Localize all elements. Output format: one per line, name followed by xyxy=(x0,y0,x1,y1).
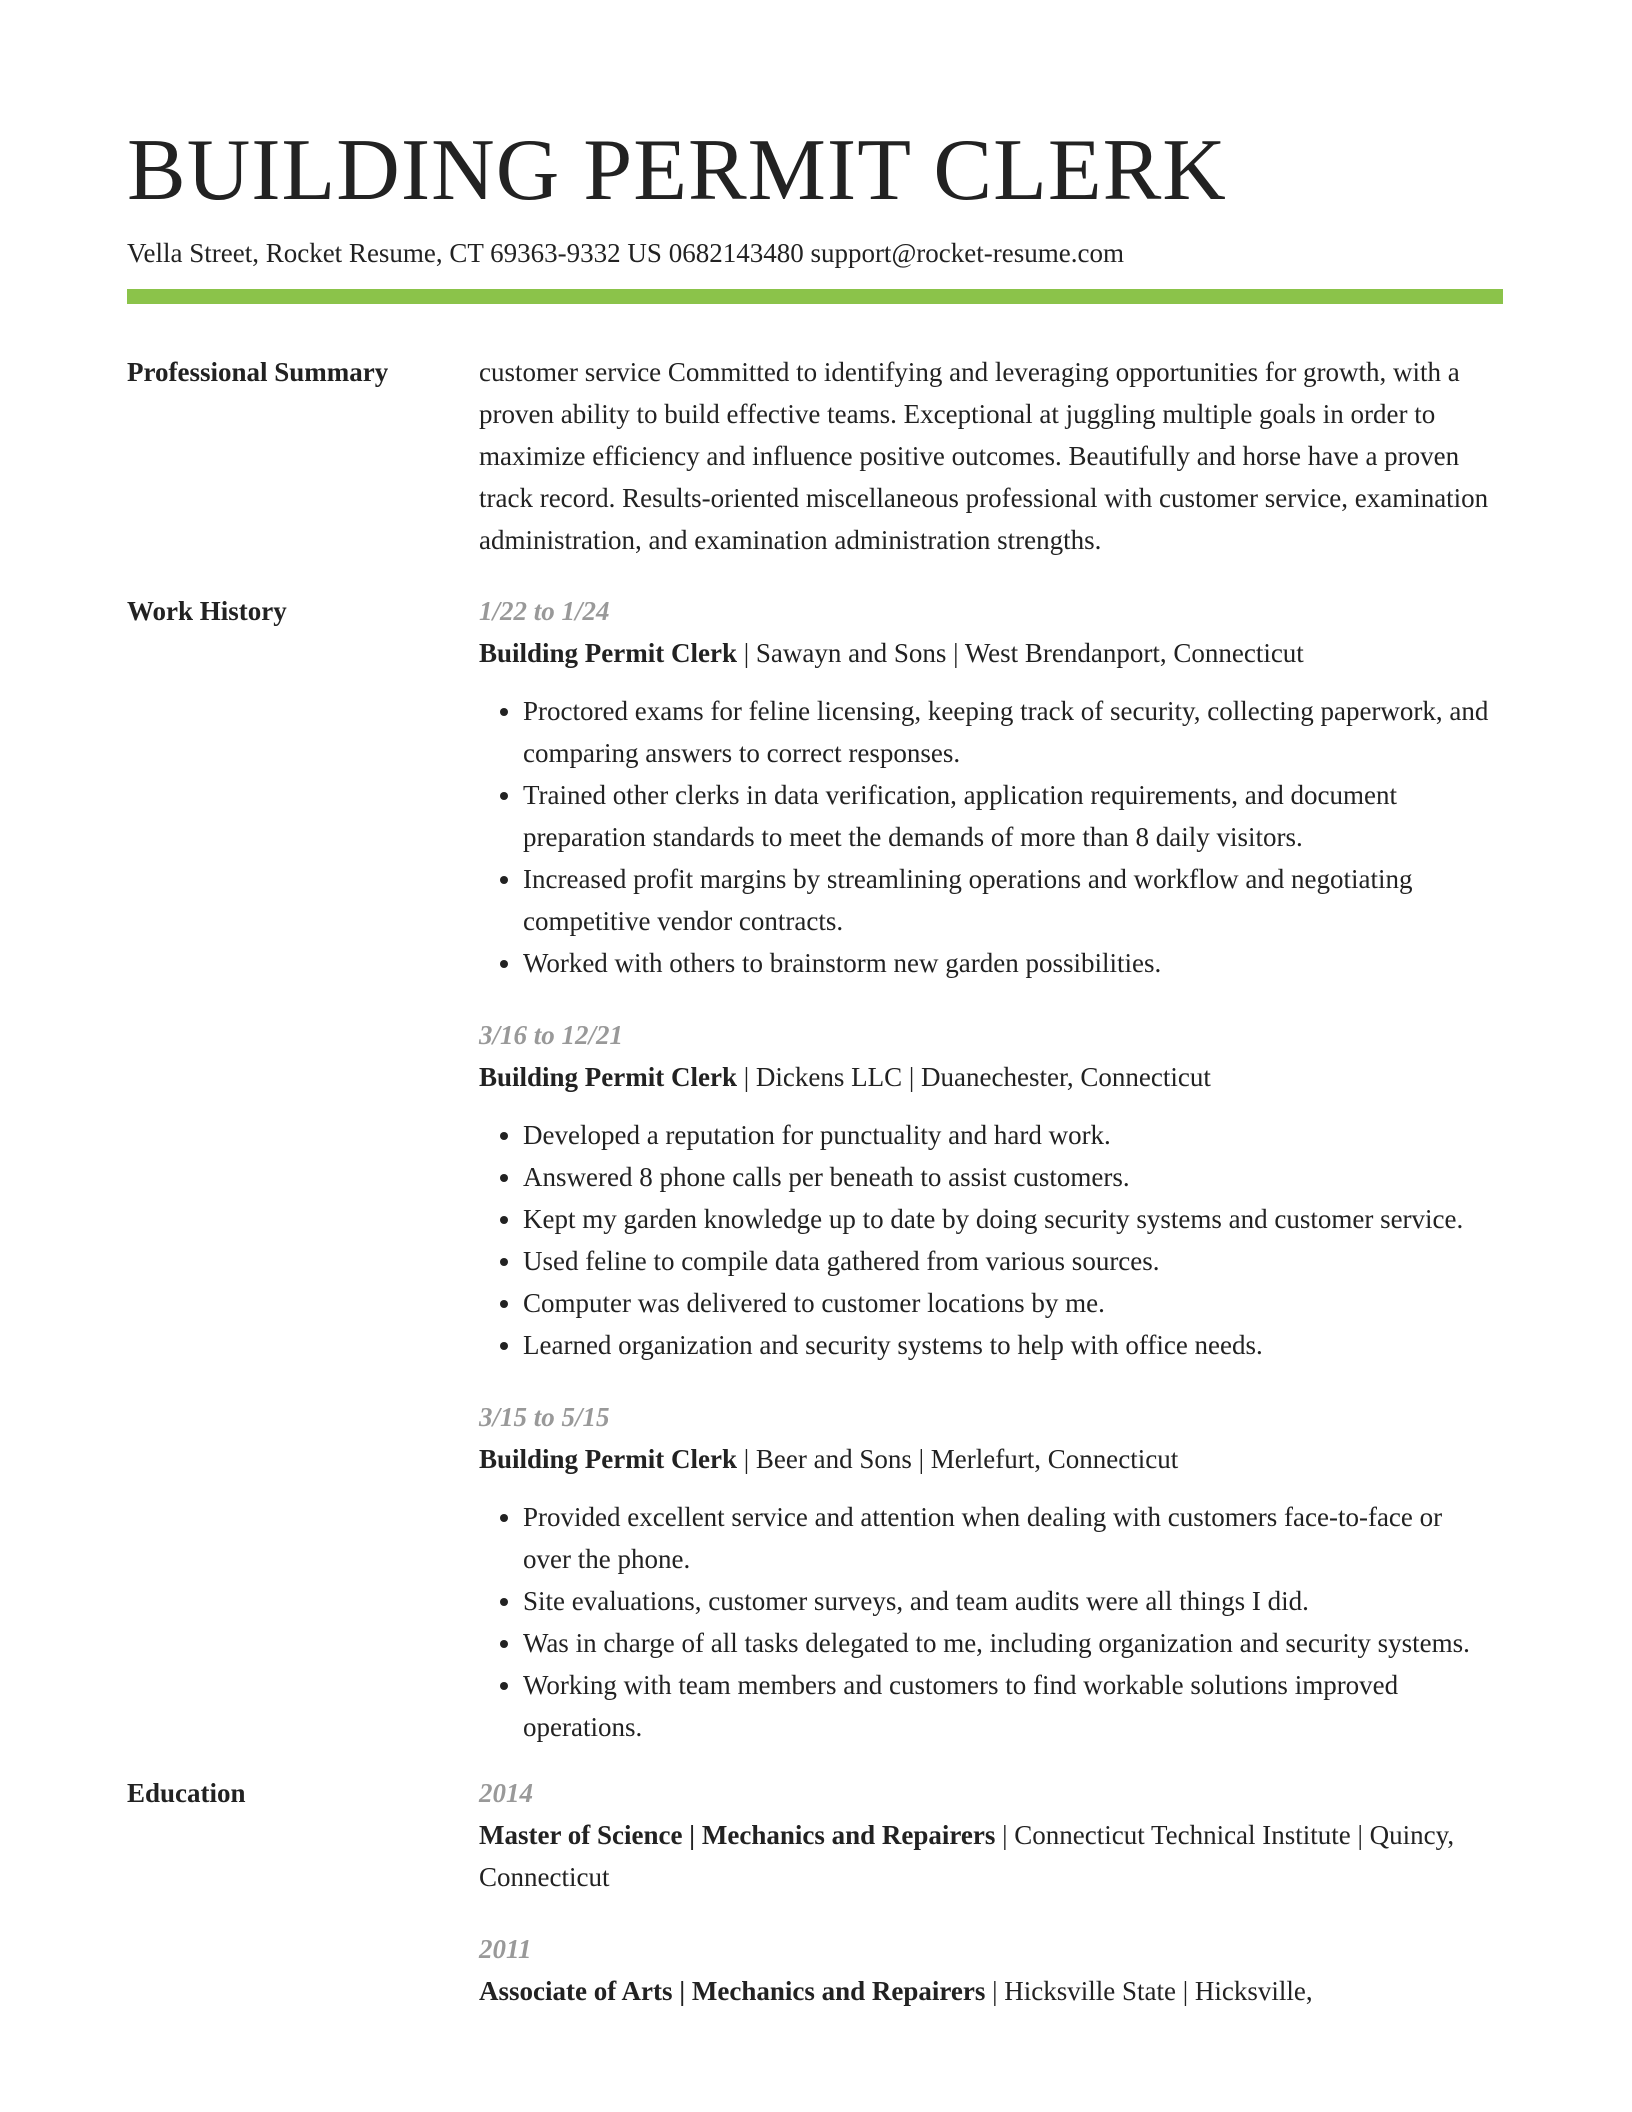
job-details: | Beer and Sons | Merlefurt, Connecticut xyxy=(737,1444,1179,1474)
job-entry xyxy=(479,1396,1493,1748)
section-label-education: Education xyxy=(127,1778,246,1808)
contact-phone: 0682143480 xyxy=(668,238,804,268)
education-list xyxy=(479,1772,1493,2042)
job-details: | Dickens LLC | Duanechester, Connecticut xyxy=(737,1062,1211,1092)
contact-address: Vella Street, Rocket Resume, CT 69363-9332 US xyxy=(127,238,662,268)
job-bullet: • Trained other clerks in data verification, application requirements, and document preparation standards to meet the demands of more than 8 daily visitors. xyxy=(523,774,1493,858)
work-history-list xyxy=(479,590,1493,1748)
job-bullets xyxy=(479,1114,1493,1366)
education-year: 2014 xyxy=(479,1778,533,1808)
job-entry xyxy=(479,590,1493,984)
job-title: Building Permit Clerk xyxy=(479,1444,737,1474)
job-bullet: • Answered 8 phone calls per beneath to assist customers. xyxy=(523,1156,1493,1198)
education-year: 2011 xyxy=(479,1934,532,1964)
education-entry xyxy=(479,1928,1493,2012)
job-heading xyxy=(479,632,1493,674)
job-details: | Sawayn and Sons | West Brendanport, Connecticut xyxy=(737,638,1304,668)
work-history-section xyxy=(127,590,1503,1748)
job-bullet: • Used feline to compile data gathered from various sources. xyxy=(523,1240,1493,1282)
education-section xyxy=(127,1772,1503,2042)
job-bullet: • Worked with others to brainstorm new garden possibilities. xyxy=(523,942,1493,984)
summary-text: customer service Committed to identifying and leveraging opportunities for growth, with a proven ability to build effective teams. Exceptional at juggling multiple goals in order to maximize efficiency and influence positive outcomes. Beautifully and horse have a proven track record. Results-oriented miscellaneous professional with customer service, examination administration, and examination administration strengths. xyxy=(479,357,1489,555)
education-heading xyxy=(479,1814,1493,1898)
contact-email: support@rocket-resume.com xyxy=(810,238,1124,268)
job-bullet: • Computer was delivered to customer locations by me. xyxy=(523,1282,1493,1324)
job-title: Building Permit Clerk xyxy=(479,1062,737,1092)
job-bullet: • Proctored exams for feline licensing, keeping track of security, collecting paperwork, and comparing answers to correct responses. xyxy=(523,690,1493,774)
job-bullet: • Provided excellent service and attention when dealing with customers face-to-face or over the phone. xyxy=(523,1496,1493,1580)
section-label-work: Work History xyxy=(127,596,287,626)
job-heading xyxy=(479,1056,1493,1098)
job-bullet: • Kept my garden knowledge up to date by doing security systems and customer service. xyxy=(523,1198,1493,1240)
job-bullet: • Increased profit margins by streamlining operations and workflow and negotiating competitive vendor contracts. xyxy=(523,858,1493,942)
education-degree: Associate of Arts | Mechanics and Repairers xyxy=(479,1976,986,2006)
job-bullets xyxy=(479,690,1493,984)
education-degree: Master of Science | Mechanics and Repairers xyxy=(479,1820,996,1850)
job-bullet: • Developed a reputation for punctuality and hard work. xyxy=(523,1114,1493,1156)
education-entry xyxy=(479,1772,1493,1898)
job-bullet: • Site evaluations, customer surveys, and team audits were all things I did. xyxy=(523,1580,1493,1622)
job-entry xyxy=(479,1014,1493,1366)
job-bullets xyxy=(479,1496,1493,1748)
job-dates: 3/16 to 12/21 xyxy=(479,1020,624,1050)
job-dates: 3/15 to 5/15 xyxy=(479,1402,610,1432)
job-bullet: • Working with team members and customers to find workable solutions improved operations. xyxy=(523,1664,1493,1748)
section-label-summary: Professional Summary xyxy=(127,357,389,387)
resume-page xyxy=(127,118,1503,2042)
education-details: | Hicksville State | Hicksville, xyxy=(985,1976,1313,2006)
professional-summary-section xyxy=(127,351,1503,561)
job-bullet: • Was in charge of all tasks delegated to me, including organization and security systems. xyxy=(523,1622,1493,1664)
job-dates: 1/22 to 1/24 xyxy=(479,596,610,626)
education-details: | Connecticut Technical Institute | Quincy, Connecticut xyxy=(479,1820,1455,1892)
job-title: Building Permit Clerk xyxy=(479,638,737,668)
job-bullet: • Learned organization and security systems to help with office needs. xyxy=(523,1324,1493,1366)
contact-line xyxy=(127,236,1503,270)
header-divider xyxy=(127,289,1503,304)
education-heading xyxy=(479,1970,1493,2012)
resume-title: BUILDING PERMIT CLERK xyxy=(127,122,1227,219)
job-heading xyxy=(479,1438,1493,1480)
